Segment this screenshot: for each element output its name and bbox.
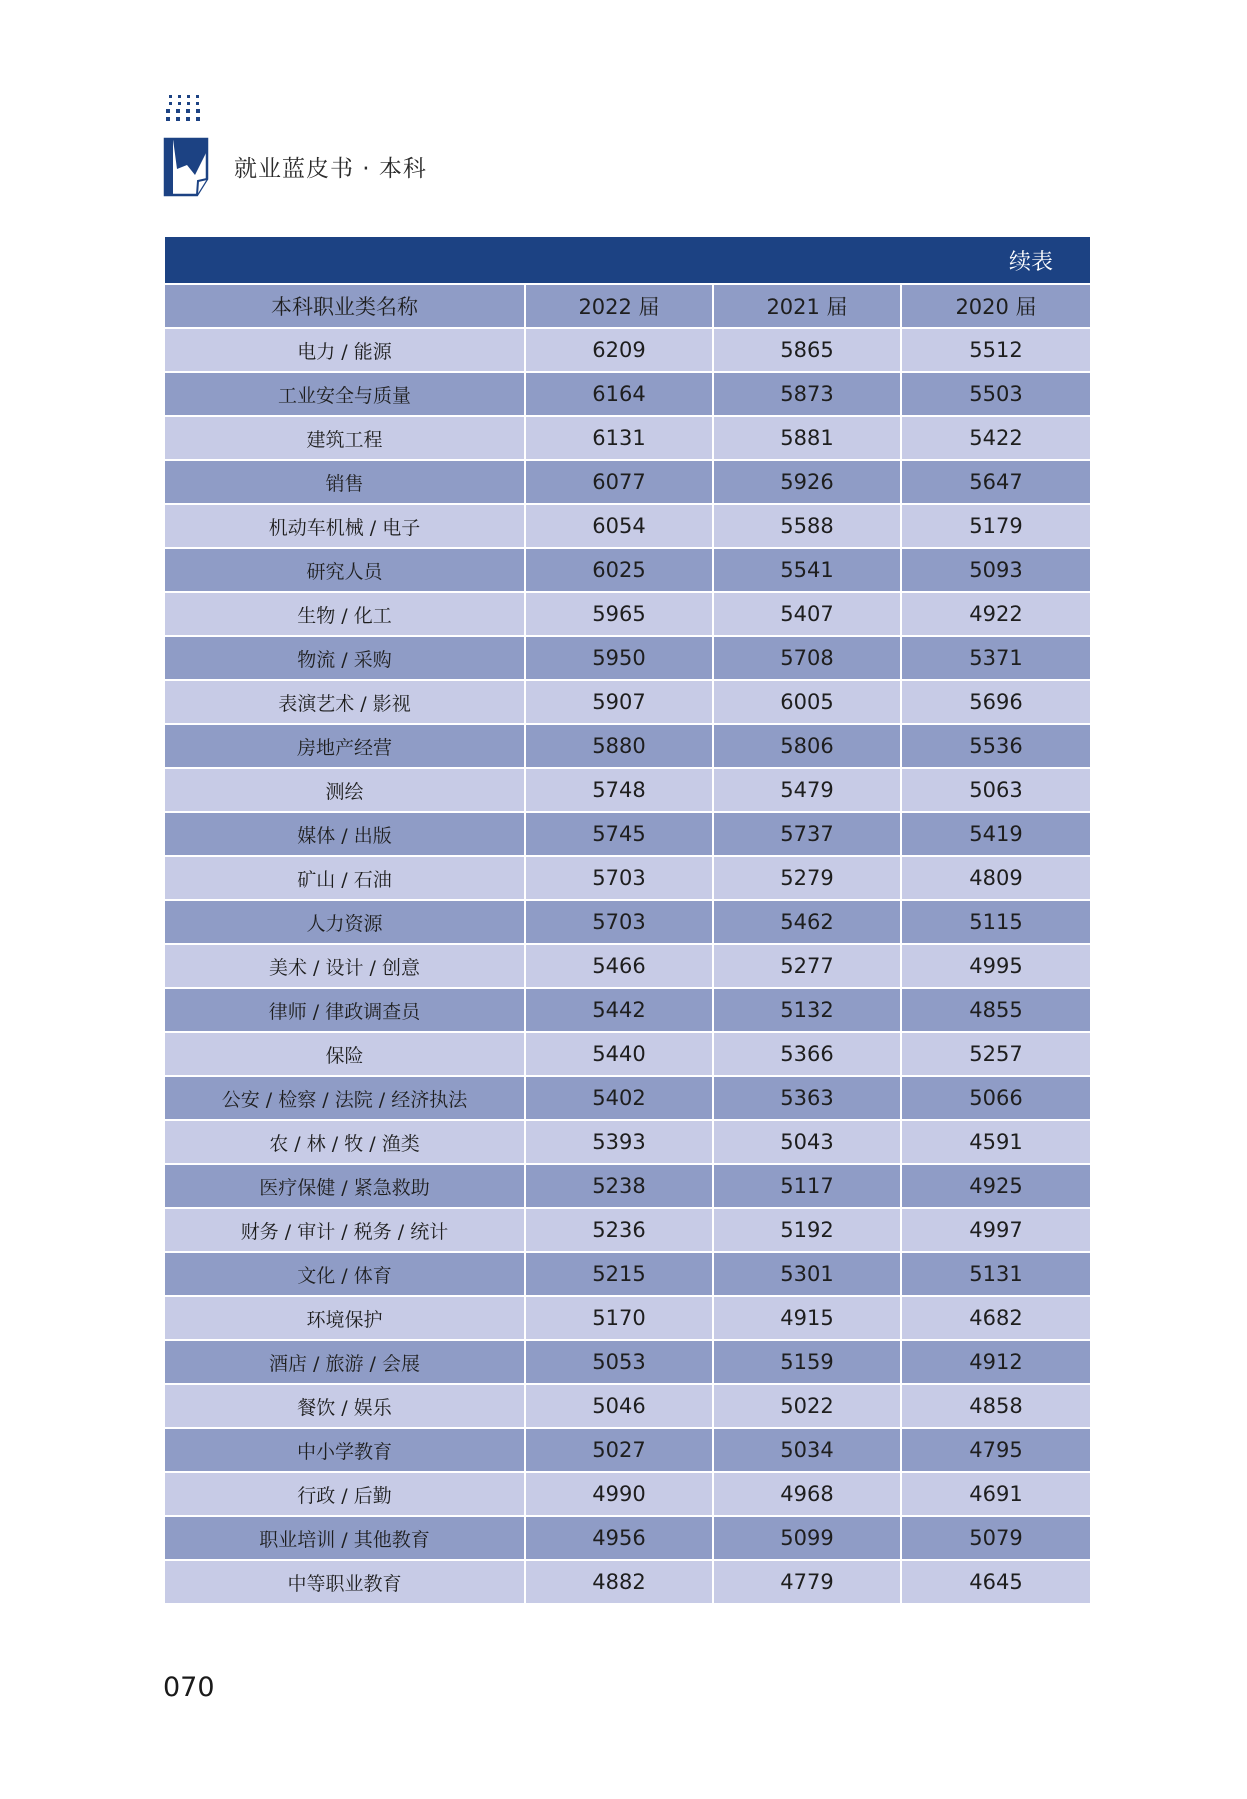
salary-cell: 5503: [901, 372, 1090, 416]
salary-cell: 4691: [901, 1472, 1090, 1516]
salary-cell: 5131: [901, 1252, 1090, 1296]
occupation-name-cell: 美术 / 设计 / 创意: [165, 944, 525, 988]
table-row: [165, 1516, 1090, 1560]
salary-cell: 5479: [713, 768, 901, 812]
salary-cell: 5079: [901, 1516, 1090, 1560]
salary-cell: 5466: [525, 944, 713, 988]
salary-cell: 5737: [713, 812, 901, 856]
occupation-name-cell: 文化 / 体育: [165, 1252, 525, 1296]
column-header: 2021 届: [713, 284, 901, 328]
salary-cell: 5440: [525, 1032, 713, 1076]
salary-cell: 5257: [901, 1032, 1090, 1076]
occupation-name-cell: 医疗保健 / 紧急救助: [165, 1164, 525, 1208]
occupation-name-cell: 生物 / 化工: [165, 592, 525, 636]
salary-cell: 5192: [713, 1208, 901, 1252]
column-header: 2020 届: [901, 284, 1090, 328]
occupation-name-cell: 表演艺术 / 影视: [165, 680, 525, 724]
salary-cell: 4915: [713, 1296, 901, 1340]
table-row: [165, 592, 1090, 636]
salary-cell: 6005: [713, 680, 901, 724]
occupation-name-cell: 保险: [165, 1032, 525, 1076]
salary-cell: 5647: [901, 460, 1090, 504]
salary-cell: 4882: [525, 1560, 713, 1603]
salary-cell: 6164: [525, 372, 713, 416]
continued-label: 续表: [1008, 249, 1053, 275]
salary-cell: 5745: [525, 812, 713, 856]
salary-cell: 5865: [713, 328, 901, 372]
table-row: [165, 548, 1090, 592]
salary-cell: 5880: [525, 724, 713, 768]
table-row: [165, 944, 1090, 988]
salary-cell: 4956: [525, 1516, 713, 1560]
salary-cell: 5117: [713, 1164, 901, 1208]
salary-cell: 5179: [901, 504, 1090, 548]
salary-cell: 5027: [525, 1428, 713, 1472]
table-header-row: [165, 284, 1090, 328]
occupation-name-cell: 环境保护: [165, 1296, 525, 1340]
salary-cell: 5512: [901, 328, 1090, 372]
salary-cell: 5046: [525, 1384, 713, 1428]
table-row: [165, 1252, 1090, 1296]
salary-cell: 5363: [713, 1076, 901, 1120]
occupation-name-cell: 研究人员: [165, 548, 525, 592]
salary-cell: 5063: [901, 768, 1090, 812]
table-row: [165, 768, 1090, 812]
salary-cell: 4922: [901, 592, 1090, 636]
salary-cell: 5442: [525, 988, 713, 1032]
salary-table: [165, 237, 1090, 1603]
table-row: [165, 328, 1090, 372]
table-row: [165, 1076, 1090, 1120]
occupation-name-cell: 律师 / 律政调查员: [165, 988, 525, 1032]
salary-cell: 5366: [713, 1032, 901, 1076]
table-row: [165, 372, 1090, 416]
salary-cell: 4591: [901, 1120, 1090, 1164]
salary-cell: 5093: [901, 548, 1090, 592]
salary-cell: 5277: [713, 944, 901, 988]
salary-cell: 5873: [713, 372, 901, 416]
salary-cell: 5022: [713, 1384, 901, 1428]
salary-cell: 5806: [713, 724, 901, 768]
salary-cell: 5708: [713, 636, 901, 680]
table-row: [165, 1560, 1090, 1603]
table-row: [165, 1120, 1090, 1164]
salary-cell: 6054: [525, 504, 713, 548]
occupation-name-cell: 酒店 / 旅游 / 会展: [165, 1340, 525, 1384]
salary-cell: 4912: [901, 1340, 1090, 1384]
salary-cell: 6077: [525, 460, 713, 504]
occupation-name-cell: 中等职业教育: [165, 1560, 525, 1603]
salary-cell: 4855: [901, 988, 1090, 1032]
salary-cell: 4997: [901, 1208, 1090, 1252]
table-row: [165, 724, 1090, 768]
table-row: [165, 416, 1090, 460]
occupation-name-cell: 矿山 / 石油: [165, 856, 525, 900]
salary-cell: 4990: [525, 1472, 713, 1516]
occupation-name-cell: 行政 / 后勤: [165, 1472, 525, 1516]
occupation-name-cell: 物流 / 采购: [165, 636, 525, 680]
occupation-name-cell: 媒体 / 出版: [165, 812, 525, 856]
salary-cell: 4968: [713, 1472, 901, 1516]
salary-cell: 5371: [901, 636, 1090, 680]
page-number: 070: [163, 1672, 215, 1703]
table-banner: [165, 237, 1090, 283]
salary-cell: 5926: [713, 460, 901, 504]
salary-cell: 4779: [713, 1560, 901, 1603]
salary-cell: 5132: [713, 988, 901, 1032]
salary-cell: 5748: [525, 768, 713, 812]
book-logo-icon: [163, 95, 213, 200]
table-row: [165, 1472, 1090, 1516]
column-header: 本科职业类名称: [165, 284, 525, 328]
salary-cell: 6131: [525, 416, 713, 460]
table-body: [165, 328, 1090, 1603]
salary-cell: 5215: [525, 1252, 713, 1296]
occupation-name-cell: 建筑工程: [165, 416, 525, 460]
table-row: [165, 680, 1090, 724]
salary-cell: 4925: [901, 1164, 1090, 1208]
salary-cell: 5066: [901, 1076, 1090, 1120]
salary-cell: 6025: [525, 548, 713, 592]
occupation-name-cell: 农 / 林 / 牧 / 渔类: [165, 1120, 525, 1164]
salary-cell: 5462: [713, 900, 901, 944]
salary-cell: 5419: [901, 812, 1090, 856]
salary-cell: 4682: [901, 1296, 1090, 1340]
salary-cell: 5696: [901, 680, 1090, 724]
salary-cell: 6209: [525, 328, 713, 372]
occupation-name-cell: 机动车机械 / 电子: [165, 504, 525, 548]
occupation-name-cell: 餐饮 / 娱乐: [165, 1384, 525, 1428]
salary-cell: 5965: [525, 592, 713, 636]
salary-cell: 4995: [901, 944, 1090, 988]
occupation-name-cell: 职业培训 / 其他教育: [165, 1516, 525, 1560]
salary-cell: 5238: [525, 1164, 713, 1208]
column-header: 2022 届: [525, 284, 713, 328]
table-row: [165, 812, 1090, 856]
table-row: [165, 1164, 1090, 1208]
table-row: [165, 1340, 1090, 1384]
salary-cell: 5301: [713, 1252, 901, 1296]
table-row: [165, 460, 1090, 504]
salary-cell: 5279: [713, 856, 901, 900]
table-row: [165, 1428, 1090, 1472]
data-table: [165, 283, 1090, 1603]
salary-cell: 5053: [525, 1340, 713, 1384]
table-row: [165, 1032, 1090, 1076]
salary-cell: 5422: [901, 416, 1090, 460]
occupation-name-cell: 房地产经营: [165, 724, 525, 768]
salary-cell: 5881: [713, 416, 901, 460]
salary-cell: 5703: [525, 900, 713, 944]
salary-cell: 5236: [525, 1208, 713, 1252]
salary-cell: 5115: [901, 900, 1090, 944]
salary-cell: 5703: [525, 856, 713, 900]
salary-cell: 5402: [525, 1076, 713, 1120]
occupation-name-cell: 销售: [165, 460, 525, 504]
salary-cell: 4645: [901, 1560, 1090, 1603]
table-row: [165, 900, 1090, 944]
salary-cell: 5043: [713, 1120, 901, 1164]
salary-cell: 4858: [901, 1384, 1090, 1428]
salary-cell: 5541: [713, 548, 901, 592]
occupation-name-cell: 电力 / 能源: [165, 328, 525, 372]
table-row: [165, 1208, 1090, 1252]
salary-cell: 5950: [525, 636, 713, 680]
salary-cell: 5034: [713, 1428, 901, 1472]
occupation-name-cell: 中小学教育: [165, 1428, 525, 1472]
salary-cell: 5099: [713, 1516, 901, 1560]
occupation-name-cell: 工业安全与质量: [165, 372, 525, 416]
salary-cell: 4809: [901, 856, 1090, 900]
salary-cell: 5536: [901, 724, 1090, 768]
salary-cell: 5170: [525, 1296, 713, 1340]
salary-cell: 5159: [713, 1340, 901, 1384]
table-row: [165, 636, 1090, 680]
salary-cell: 5588: [713, 504, 901, 548]
salary-cell: 4795: [901, 1428, 1090, 1472]
salary-cell: 5907: [525, 680, 713, 724]
occupation-name-cell: 公安 / 检察 / 法院 / 经济执法: [165, 1076, 525, 1120]
table-row: [165, 1384, 1090, 1428]
book-title: 就业蓝皮书 · 本科: [234, 156, 427, 182]
table-row: [165, 1296, 1090, 1340]
table-row: [165, 856, 1090, 900]
occupation-name-cell: 财务 / 审计 / 税务 / 统计: [165, 1208, 525, 1252]
table-row: [165, 988, 1090, 1032]
salary-cell: 5407: [713, 592, 901, 636]
salary-cell: 5393: [525, 1120, 713, 1164]
occupation-name-cell: 人力资源: [165, 900, 525, 944]
occupation-name-cell: 测绘: [165, 768, 525, 812]
table-row: [165, 504, 1090, 548]
